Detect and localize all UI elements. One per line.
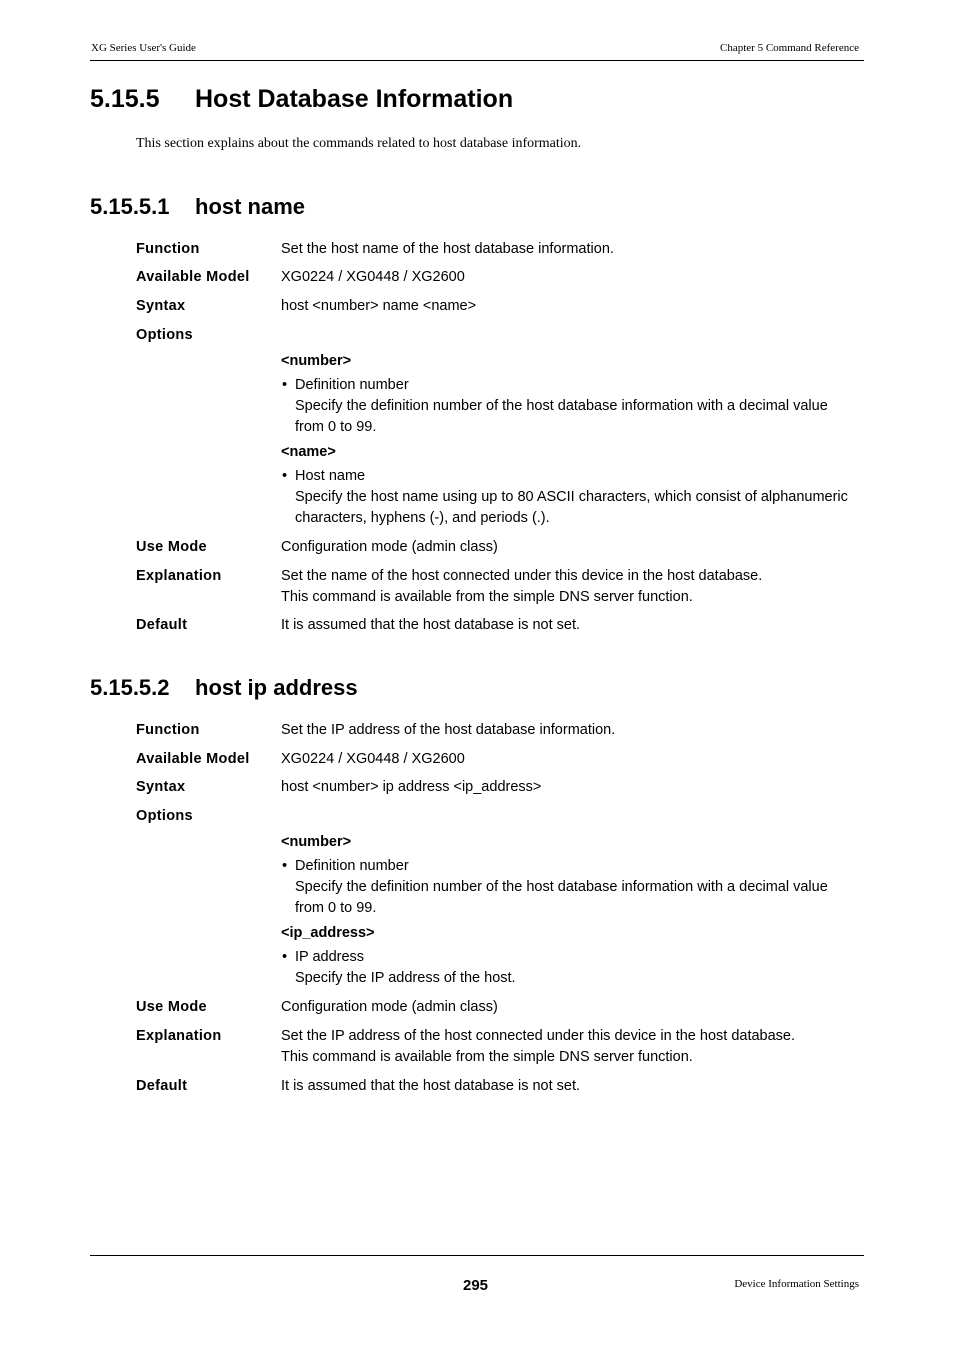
syntax-label: Syntax xyxy=(136,298,186,314)
section-title: Host Database Information xyxy=(195,85,514,113)
option-description: Specify the IP address of the host. xyxy=(295,970,516,986)
options-label: Options xyxy=(136,808,193,824)
syntax-value: host <number> name <name> xyxy=(281,298,477,314)
function-value: Set the IP address of the host database information. xyxy=(281,722,616,738)
option-bullet-text: Definition number xyxy=(295,858,409,874)
function-label: Function xyxy=(136,722,200,738)
explanation-line: This command is available from the simple DNS server function. xyxy=(281,1049,693,1065)
default-label: Default xyxy=(136,617,188,633)
explanation-label: Explanation xyxy=(136,1028,222,1044)
available-model-value: XG0224 / XG0448 / XG2600 xyxy=(281,751,465,767)
option-description: Specify the definition number of the host database information with a decimal value from 0 to 99. xyxy=(295,398,828,435)
syntax-label: Syntax xyxy=(136,779,186,795)
header-guide-title: XG Series User's Guide xyxy=(91,42,196,54)
function-value: Set the host name of the host database information. xyxy=(281,241,614,257)
option-name: <number> xyxy=(281,834,352,850)
explanation-line: This command is available from the simple DNS server function. xyxy=(281,589,693,605)
default-value: It is assumed that the host database is not set. xyxy=(281,1078,581,1094)
bullet: • xyxy=(282,468,288,484)
function-label: Function xyxy=(136,241,200,257)
use-mode-label: Use Mode xyxy=(136,539,207,555)
option-name: <number> xyxy=(281,353,352,369)
footer-divider xyxy=(90,1255,864,1256)
bullet: • xyxy=(282,377,288,393)
option-description: Specify the definition number of the host database information with a decimal value from 0 to 99. xyxy=(295,879,828,916)
default-label: Default xyxy=(136,1078,188,1094)
subsection-title: host ip address xyxy=(195,675,358,700)
use-mode-value: Configuration mode (admin class) xyxy=(281,539,498,555)
option-description: Specify the host name using up to 80 ASCII characters, which consist of alphanumeric characters, hyphens (-), and periods (.). xyxy=(295,489,848,526)
footer-section-title: Device Information Settings xyxy=(734,1278,859,1290)
option-bullet-text: IP address xyxy=(295,949,365,965)
use-mode-label: Use Mode xyxy=(136,999,207,1015)
available-model-label: Available Model xyxy=(136,751,250,767)
subsection-number: 5.15.5.1 xyxy=(90,194,170,219)
option-name: <name> xyxy=(281,444,336,460)
options-label: Options xyxy=(136,327,193,343)
option-bullet-text: Definition number xyxy=(295,377,409,393)
header-chapter-title: Chapter 5 Command Reference xyxy=(720,42,859,54)
page-number: 295 xyxy=(463,1277,489,1294)
subsection-title: host name xyxy=(195,194,306,219)
available-model-label: Available Model xyxy=(136,269,250,285)
bullet: • xyxy=(282,858,288,874)
explanation-line: Set the IP address of the host connected under this device in the host database. xyxy=(281,1028,796,1044)
available-model-value: XG0224 / XG0448 / XG2600 xyxy=(281,269,465,285)
section-number: 5.15.5 xyxy=(90,85,160,113)
use-mode-value: Configuration mode (admin class) xyxy=(281,999,498,1015)
default-value: It is assumed that the host database is not set. xyxy=(281,617,581,633)
explanation-line: Set the name of the host connected under this device in the host database. xyxy=(281,568,763,584)
bullet: • xyxy=(282,949,288,965)
subsection-number: 5.15.5.2 xyxy=(90,675,170,700)
option-name: <ip_address> xyxy=(281,925,375,941)
explanation-label: Explanation xyxy=(136,568,222,584)
header-divider xyxy=(90,60,864,61)
option-bullet-text: Host name xyxy=(295,468,366,484)
syntax-value: host <number> ip address <ip_address> xyxy=(281,779,542,795)
section-intro: This section explains about the commands related to host database information. xyxy=(136,136,582,151)
